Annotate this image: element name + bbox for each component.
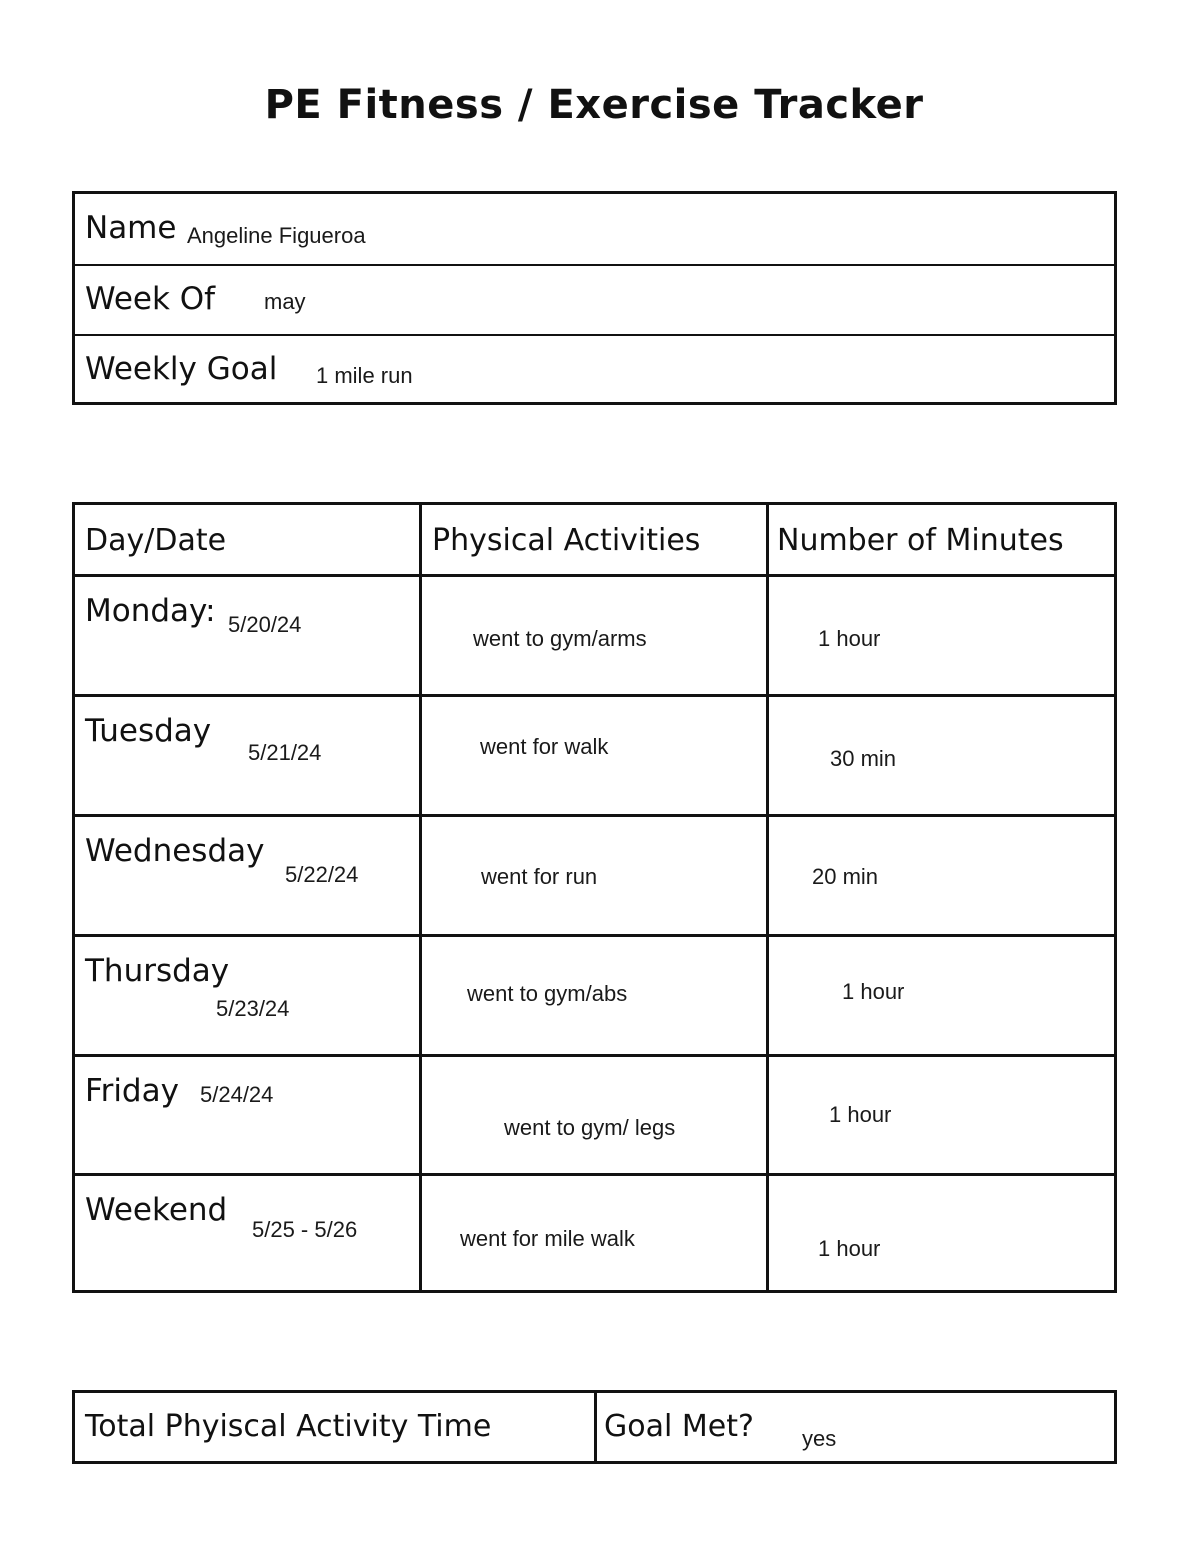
goal-met-label: Goal Met? <box>604 1409 754 1444</box>
goal-row <box>75 334 1114 404</box>
date-field[interactable]: 5/22/24 <box>285 862 359 887</box>
minutes-field[interactable]: 20 min <box>812 864 879 889</box>
header-day-date: Day/Date <box>85 523 227 558</box>
row-divider <box>75 934 1114 937</box>
activity-field[interactable]: went to gym/ legs <box>504 1115 676 1140</box>
goal-label: Weekly Goal <box>85 351 278 387</box>
date-field[interactable]: 5/25 - 5/26 <box>252 1217 358 1242</box>
minutes-field[interactable]: 1 hour <box>829 1102 892 1127</box>
activity-field[interactable]: went for mile walk <box>460 1226 635 1251</box>
date-field[interactable]: 5/21/24 <box>248 740 322 765</box>
activity-field[interactable]: went for run <box>481 864 598 889</box>
activity-field[interactable]: went for walk <box>480 734 609 759</box>
minutes-field[interactable]: 30 min <box>830 746 897 771</box>
minutes-field[interactable]: 1 hour <box>818 626 881 651</box>
day-label: Weekend <box>85 1192 228 1228</box>
day-label: Tuesday <box>85 713 212 749</box>
day-label: Thursday <box>85 953 230 989</box>
name-row <box>75 194 1114 264</box>
student-info-box <box>72 191 1117 405</box>
date-field[interactable]: 5/24/24 <box>200 1082 274 1107</box>
name-label: Name <box>85 210 177 246</box>
row-divider <box>75 574 1114 577</box>
row-divider <box>75 1054 1114 1057</box>
day-label: Wednesday <box>85 833 265 869</box>
row-divider <box>75 814 1114 817</box>
week-row <box>75 264 1114 334</box>
goal-met-field[interactable]: yes <box>802 1426 837 1451</box>
row-divider <box>75 694 1114 697</box>
activity-field[interactable]: went to gym/abs <box>467 981 628 1006</box>
summary-box <box>72 1390 1117 1464</box>
date-field[interactable]: 5/23/24 <box>216 996 290 1021</box>
activity-log-table <box>72 502 1117 1293</box>
activity-field[interactable]: went to gym/arms <box>473 626 647 651</box>
minutes-field[interactable]: 1 hour <box>842 979 905 1004</box>
page-title: PE Fitness / Exercise Tracker <box>264 82 924 128</box>
column-divider <box>594 1393 597 1461</box>
day-label: Friday <box>85 1073 179 1109</box>
header-physical-activities: Physical Activities <box>432 523 701 558</box>
name-field[interactable]: Angeline Figueroa <box>187 223 366 248</box>
week-field[interactable]: may <box>264 289 306 314</box>
day-label: Monday: <box>85 593 216 629</box>
date-field[interactable]: 5/20/24 <box>228 612 302 637</box>
header-number-of-minutes: Number of Minutes <box>777 523 1064 558</box>
goal-field[interactable]: 1 mile run <box>316 363 413 388</box>
week-label: Week Of <box>85 281 216 317</box>
minutes-field[interactable]: 1 hour <box>818 1236 881 1261</box>
total-activity-time-label: Total Phyiscal Activity Time <box>85 1409 492 1444</box>
row-divider <box>75 1173 1114 1176</box>
